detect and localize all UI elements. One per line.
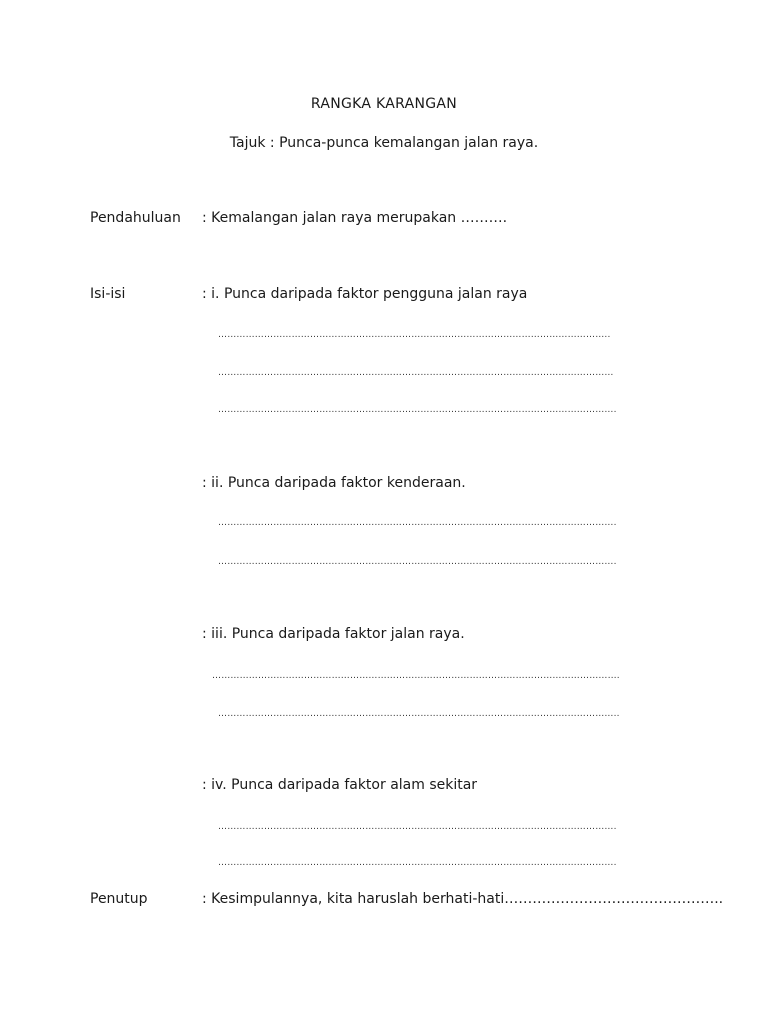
answer-line: ………………………………………………………………………………………………………………….: [218, 405, 617, 415]
point-text-iii: : iii. Punca daripada faktor jalan raya.: [202, 626, 465, 642]
answer-line: …………………………………………………………………………………………………………………….: [212, 671, 620, 681]
answer-line: ………………………………………………………………………………………………………………….: [218, 518, 617, 528]
answer-line: …………………………………………………………………………………………………………………..: [218, 709, 620, 719]
answer-line: ………………………………………………………………………………………………………………..: [218, 330, 611, 340]
point-text-iv: : iv. Punca daripada faktor alam sekitar: [202, 777, 478, 793]
answer-line: …………………………………………………………………………………………………………………: [218, 368, 614, 378]
answer-line: ………………………………………………………………………………………………………………….: [218, 858, 617, 868]
section-label-isi: Isi-isi: [90, 286, 126, 302]
document-heading: RANGKA KARANGAN: [310, 96, 458, 112]
section-text-penutup: : Kesimpulannya, kita haruslah berhati-hati………………………………………..: [202, 891, 724, 907]
section-label-pendahuluan: Pendahuluan: [90, 210, 181, 226]
section-label-penutup: Penutup: [90, 891, 148, 907]
essay-topic: Tajuk : Punca-punca kemalangan jalan raya.: [229, 135, 539, 151]
section-text-pendahuluan: : Kemalangan jalan raya merupakan ……….: [202, 210, 508, 226]
point-text-i: : i. Punca daripada faktor pengguna jalan raya: [202, 286, 528, 302]
answer-line: ………………………………………………………………………………………………………………….: [218, 557, 617, 567]
answer-line: ………………………………………………………………………………………………………………….: [218, 822, 617, 832]
point-text-ii: : ii. Punca daripada faktor kenderaan.: [202, 475, 466, 491]
